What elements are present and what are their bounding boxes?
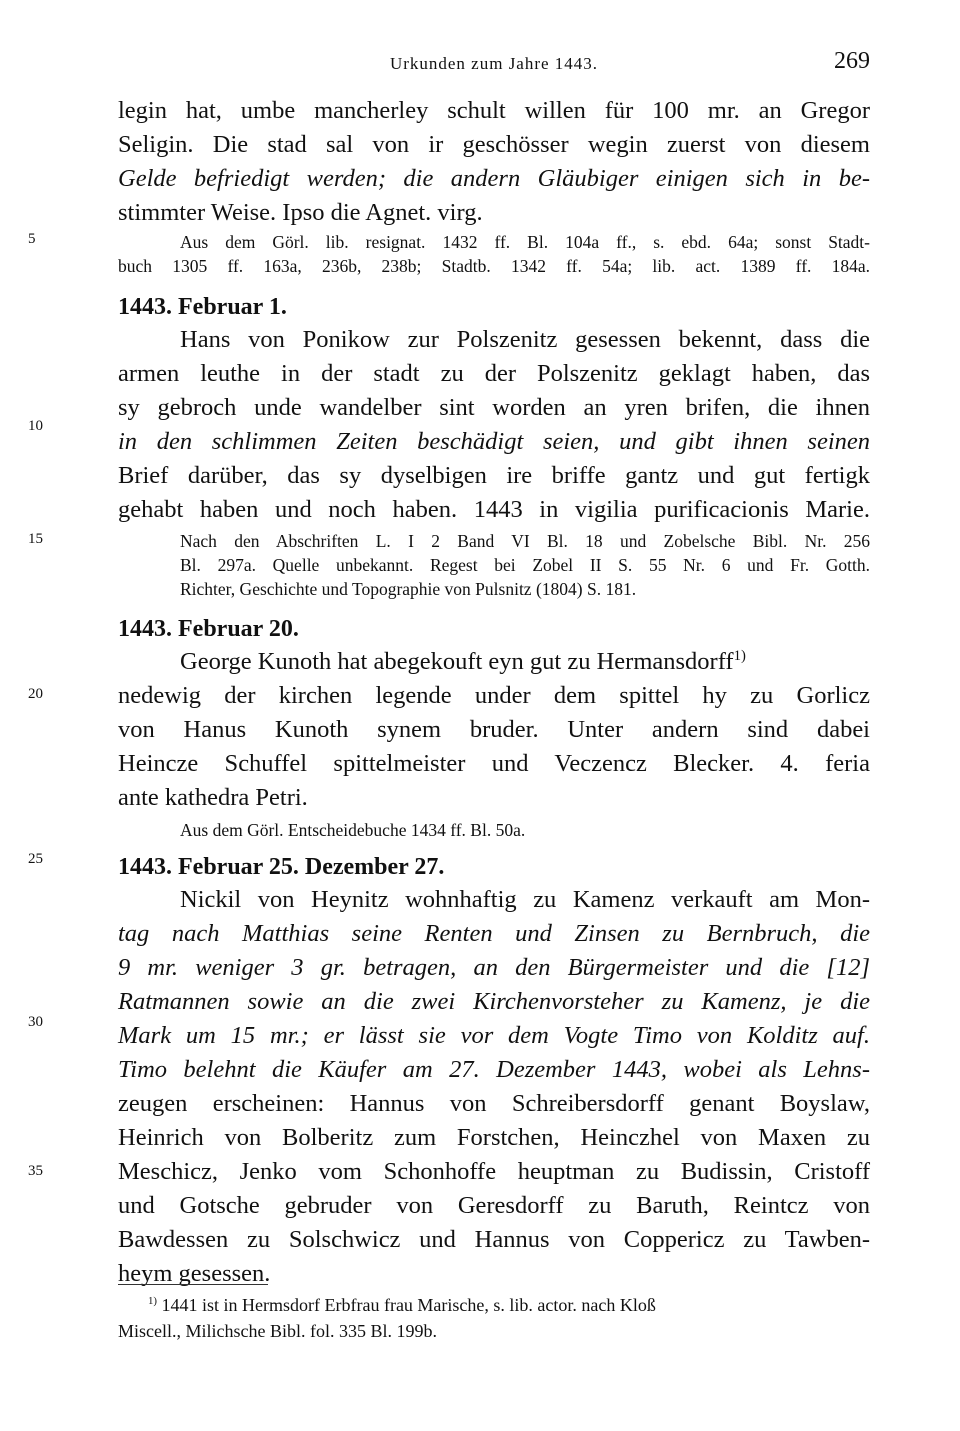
footnote-line: Miscell., Milichsche Bibl. fol. 335 Bl. 199b.: [118, 1321, 437, 1341]
source-note: Aus dem Görl. Entscheidebuche 1434 ff. Bl. 50a.: [180, 820, 526, 840]
text-line: Timo belehnt die Käufer am 27. Dezember 1443, wobei als Lehns-: [118, 1056, 870, 1083]
text-line: Nickil von Heynitz wohnhaftig zu Kamenz verkauft am Mon-: [180, 886, 870, 913]
text-line: zeugen erscheinen: Hannus von Schreibersdorff genant Boyslaw,: [118, 1090, 870, 1117]
source-note: Bl. 297a. Quelle unbekannt. Regest bei Zobel II S. 55 Nr. 6 und Fr. Gotth.: [180, 555, 870, 575]
text-line: Heincze Schuffel spittelmeister und Veczencz Blecker. 4. feria: [118, 750, 870, 777]
text-line: 9 mr. weniger 3 gr. betragen, an den Bürgermeister und die [12]: [118, 954, 870, 981]
text-line-content: George Kunoth hat abegekouft eyn gut zu Hermansdorff: [180, 648, 734, 675]
text-line: gehabt haben und noch haben. 1443 in vigilia purificacionis Marie.: [118, 496, 870, 523]
footnote-marker: 1): [148, 1295, 157, 1307]
source-note: Richter, Geschichte und Topographie von Pulsnitz (1804) S. 181.: [180, 579, 637, 599]
text-line: [180, 645, 870, 679]
footnote-text: 1441 ist in Hermsdorf Erbfrau frau Marische, s. lib. actor. nach Kloß: [161, 1295, 656, 1315]
text-line: heym gesessen.: [118, 1260, 271, 1287]
line-number: 15: [28, 531, 43, 547]
text-line: Bawdessen zu Solschwicz und Hannus von Coppericz zu Tawben-: [118, 1226, 870, 1253]
line-number: 20: [28, 686, 43, 702]
text-line: Seligin. Die stad sal von ir geschösser wegin zuerst von diesem: [118, 131, 870, 158]
footnote-separator: [118, 1284, 268, 1285]
text-line: Heinrich von Bolberitz zum Forstchen, Heinczhel von Maxen zu: [118, 1124, 870, 1151]
running-title: Urkunden zum Jahre 1443.: [389, 54, 599, 73]
text-line: Hans von Ponikow zur Polszenitz gesessen bekennt, dass die: [180, 326, 870, 353]
text-line: Ratmannen sowie an die zwei Kirchenvorsteher zu Kamenz, je die: [118, 988, 870, 1015]
source-note: Aus dem Görl. lib. resignat. 1432 ff. Bl. 104a ff., s. ebd. 64a; sonst Stadt-: [180, 232, 870, 252]
text-line: stimmter Weise. Ipso die Agnet. virg.: [118, 199, 483, 226]
source-note: Nach den Abschriften L. I 2 Band VI Bl. 18 und Zobelsche Bibl. Nr. 256: [180, 531, 870, 551]
text-line: sy gebroch unde wandelber sint worden an yren brifen, die ihnen: [118, 394, 870, 421]
text-line: nedewig der kirchen legende under dem spittel hy zu Gorlicz: [118, 682, 870, 709]
line-number: 25: [28, 851, 43, 867]
page-header: [118, 48, 870, 78]
source-note: buch 1305 ff. 163a, 236b, 238b; Stadtb. 1342 ff. 54a; lib. act. 1389 ff. 184a.: [118, 256, 870, 276]
text-line: Gelde befriedigt werden; die andern Gläubiger einigen sich in be-: [118, 165, 870, 192]
text-line: Brief darüber, das sy dyselbigen ire briffe gantz und gut fertigk: [118, 462, 870, 489]
footnote-line: [148, 1292, 656, 1318]
line-number: 10: [28, 418, 43, 434]
text-line: Mark um 15 mr.; er lässt sie vor dem Vogte Timo von Kolditz auf.: [118, 1022, 870, 1049]
text-line: und Gotsche gebruder von Geresdorff zu Baruth, Reintcz von: [118, 1192, 870, 1219]
line-number: 30: [28, 1014, 43, 1030]
entry-heading: 1443. Februar 20.: [118, 616, 299, 642]
page-number: 269: [834, 48, 870, 74]
entry-heading: 1443. Februar 1.: [118, 294, 287, 320]
footnote-ref: 1): [733, 647, 746, 664]
text-line: ante kathedra Petri.: [118, 784, 308, 811]
text-line: tag nach Matthias seine Renten und Zinsen zu Bernbruch, die: [118, 920, 870, 947]
text-line: legin hat, umbe mancherley schult willen für 100 mr. an Gregor: [118, 97, 870, 124]
line-number: 35: [28, 1163, 43, 1179]
line-number: 5: [28, 231, 36, 247]
text-line: Meschicz, Jenko vom Schonhoffe heuptman zu Budissin, Cristoff: [118, 1158, 870, 1185]
text-line: von Hanus Kunoth synem bruder. Unter andern sind dabei: [118, 716, 870, 743]
entry-heading: 1443. Februar 25. Dezember 27.: [118, 854, 445, 880]
text-line: in den schlimmen Zeiten beschädigt seien, und gibt ihnen seinen: [118, 428, 870, 455]
text-line: armen leuthe in der stadt zu der Polszenitz geklagt haben, das: [118, 360, 870, 387]
